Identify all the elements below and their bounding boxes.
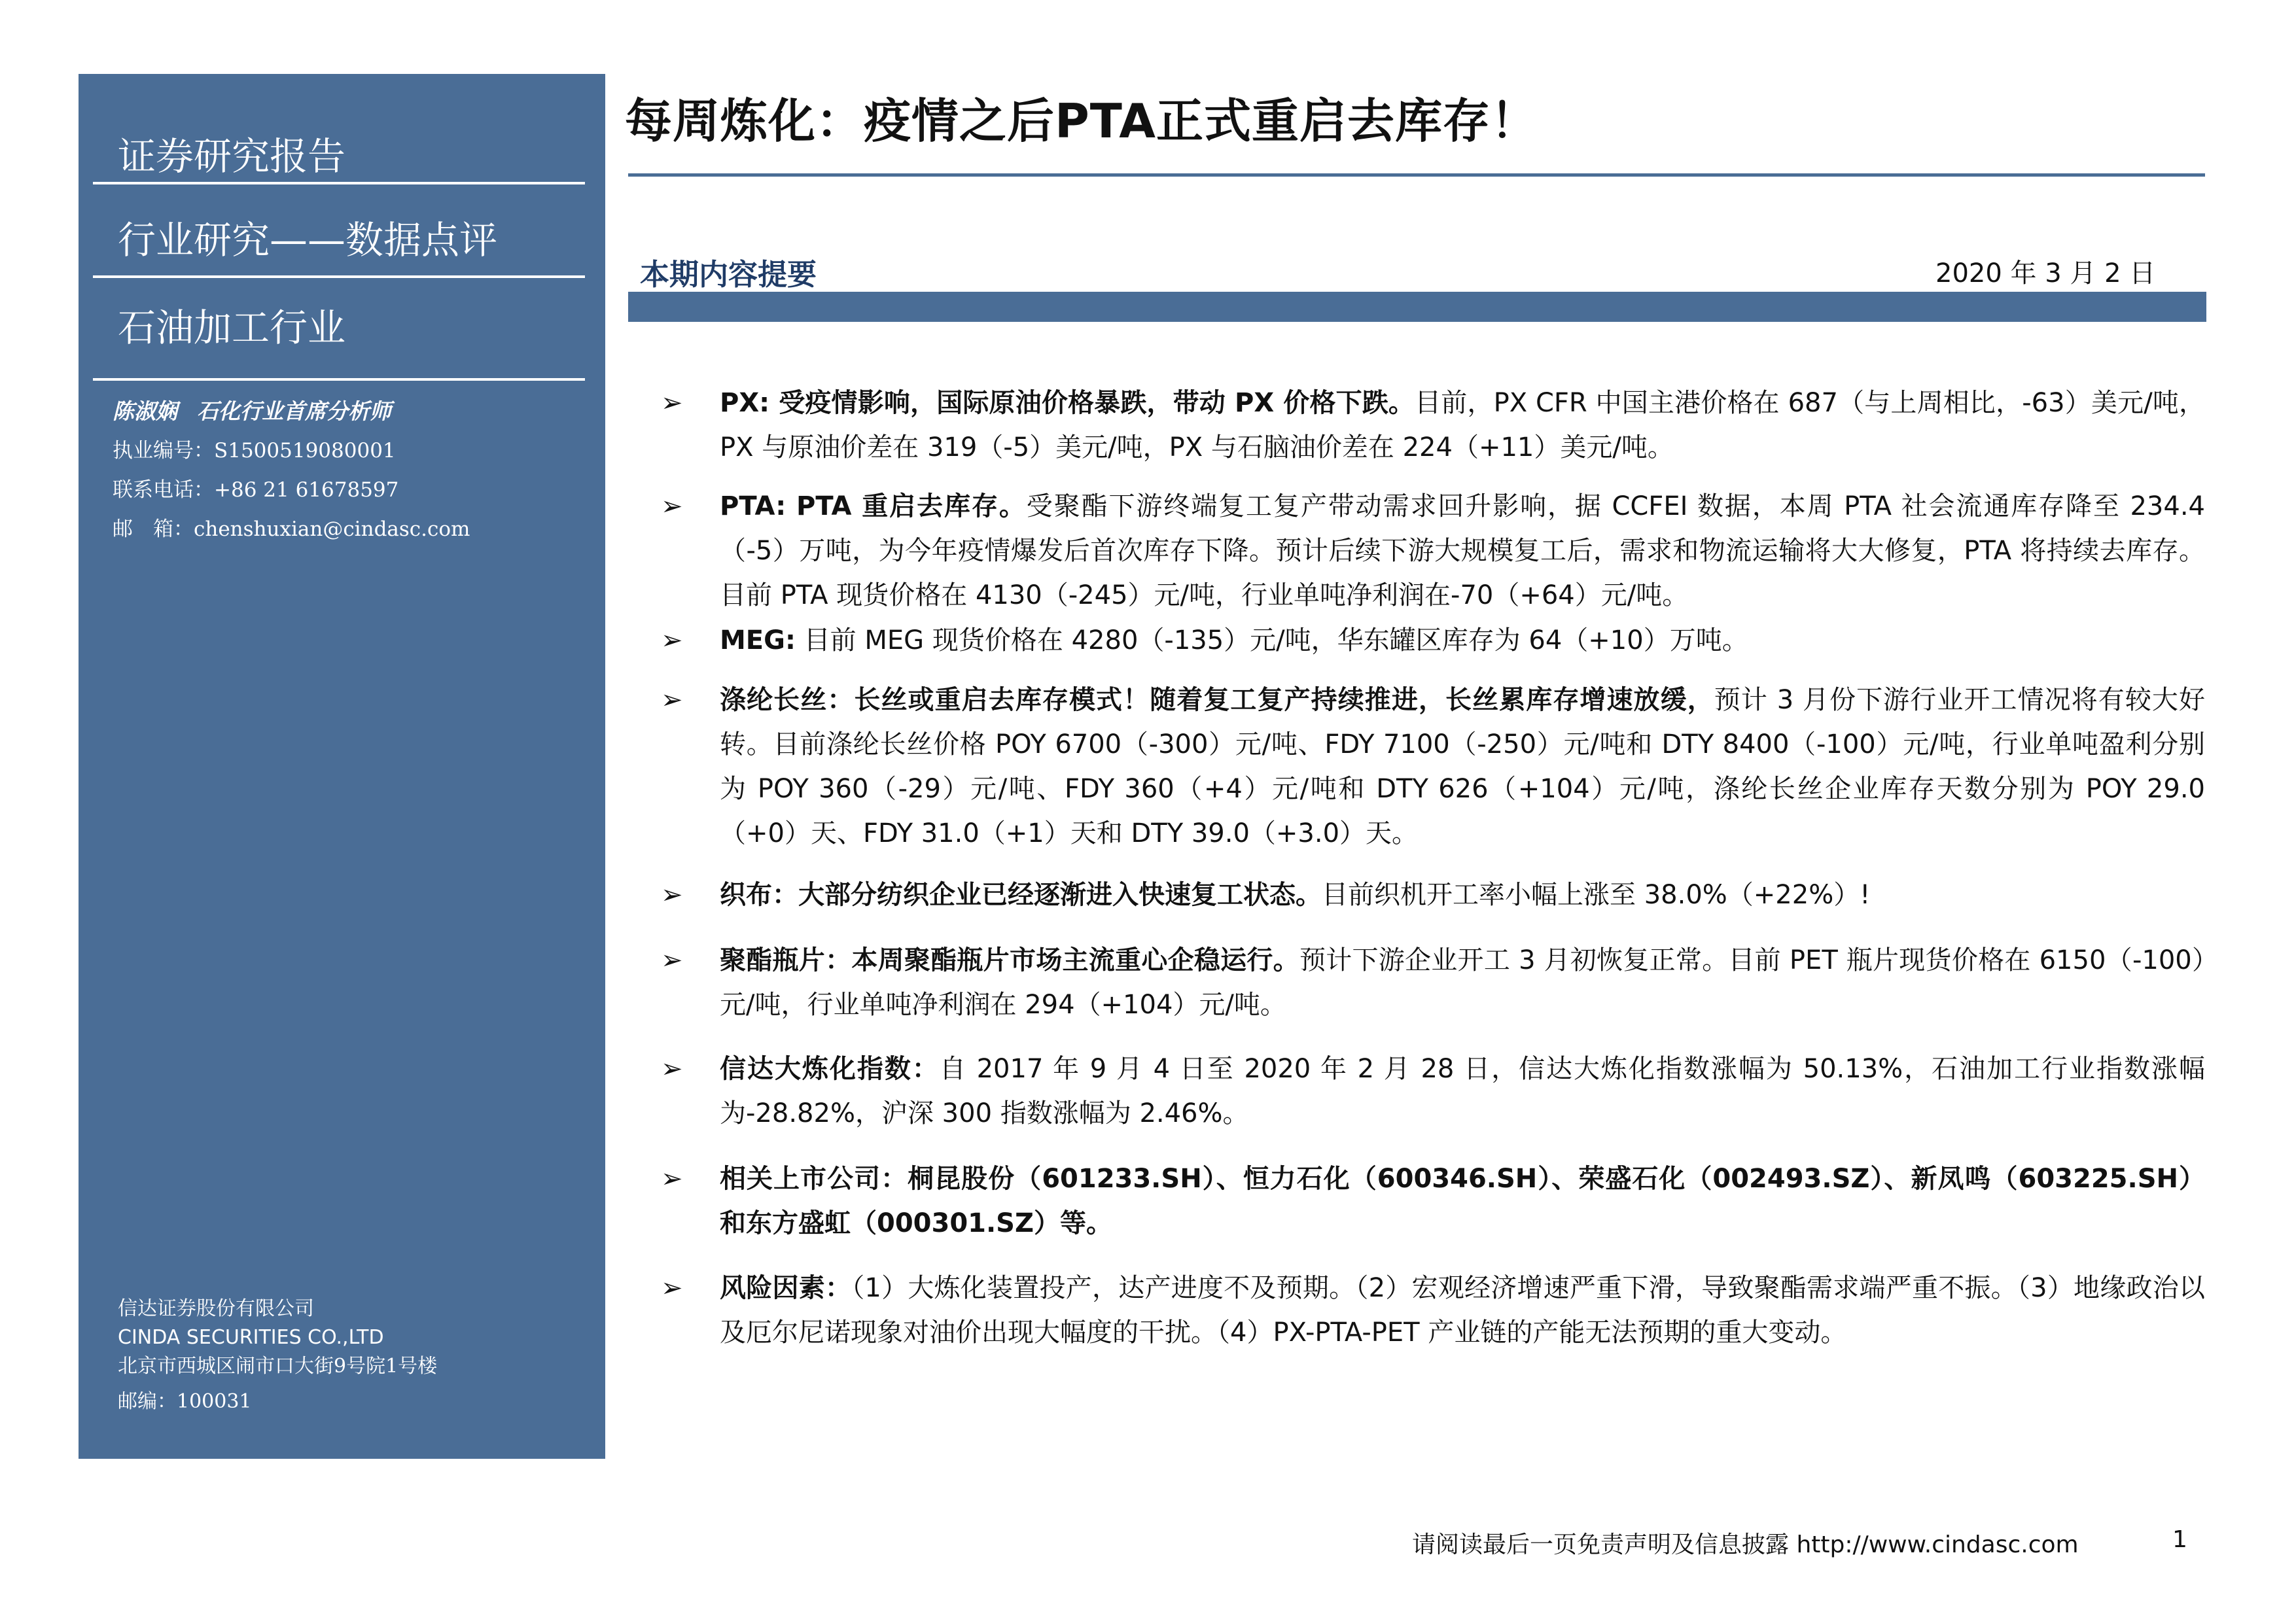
arrow-bullet-icon: ➢ [661,1054,683,1084]
arrow-bullet-icon: ➢ [661,1164,683,1194]
arrow-bullet-icon: ➢ [661,1273,683,1303]
sidebar-divider [93,378,585,381]
analyst-phone: 联系电话：+86 21 61678597 [113,478,399,502]
company-postcode: 邮编：100031 [118,1390,252,1413]
arrow-bullet-icon: ➢ [661,685,683,715]
bullet-body: 预计下游企业开工 3 月初恢复正常。目前 PET 瓶片现货价格在 6150（-100）元/吨，行业单吨净利润在 294（+104）元/吨。 [720,945,2205,1020]
page-title: 每周炼化：疫情之后PTA正式重启去库存！ [625,94,1539,148]
company-address: 北京市西城区闹市口大街9号院1号楼 [118,1355,438,1378]
bullet-heading: MEG: [720,625,796,655]
analyst-title: 石化行业首席分析师 [197,398,391,424]
company-name-en: CINDA SECURITIES CO.,LTD [118,1326,384,1349]
analyst-email: 邮 箱：chenshuxian@cindasc.com [113,517,470,541]
bullet-body: 目前，PX CFR 中国主港价格在 687（与上周相比，-63）美元/吨，PX 与原油价差在 319（-5）美元/吨，PX 与石脑油价差在 224（+11）美元/吨。 [720,388,2205,462]
analyst-name: 陈淑娴 [113,398,177,424]
analyst-line [113,398,391,425]
report-date: 2020 年 3 月 2 日 [1935,258,2156,288]
bullet-heading: 风险因素： [720,1273,852,1303]
footer-disclaimer: 请阅读最后一页免责声明及信息披露 http://www.cindasc.com [1412,1531,2079,1558]
bullet-heading: 相关上市公司：桐昆股份（601233.SH）、恒力石化（600346.SH）、荣盛石化（002493.SZ）、新凤鸣（603225.SH）和东方盛虹（000301.SZ）等。 [720,1164,2205,1238]
bullet-body: 目前织机开工率小幅上涨至 38.0%（+22%）! [1322,880,1871,910]
page-number: 1 [2172,1526,2187,1553]
arrow-bullet-icon: ➢ [661,491,683,521]
title-divider [628,173,2205,177]
bullet-body: 目前 MEG 现货价格在 4280（-135）元/吨，华东罐区库存为 64（+10）万吨。 [795,625,1748,655]
sidebar-divider [93,182,585,184]
bullet-heading: 聚酯瓶片：本周聚酯瓶片市场主流重心企稳运行。 [720,945,1299,975]
analyst-license: 执业编号：S1500519080001 [113,439,396,462]
report-type: 证券研究报告 [118,134,346,179]
bullet-heading: 织布：大部分纺织企业已经逐渐进入快速复工状态。 [720,880,1322,910]
bullet-body: 受聚酯下游终端复工复产带动需求回升影响，据 CCFEI 数据，本周 PTA 社会流通库存降至 234.4（-5）万吨，为今年疫情爆发后首次库存下降。预计后续下游大规模复工后，需求和物流运输将大大修复，PTA 将持续去库存。目前 PTA 现货价格在 4130（-245）元/吨，行业单吨净利润在-70（+64）元/吨。 [720,491,2205,610]
sidebar-panel [79,74,605,1459]
bullet-heading: 涤纶长丝：长丝或重启去库存模式！随着复工复产持续推进，长丝累库存增速放缓， [720,685,1714,715]
bullet-heading: 信达大炼化指数： [720,1054,940,1084]
arrow-bullet-icon: ➢ [661,880,683,910]
summary-band [628,292,2206,322]
arrow-bullet-icon: ➢ [661,945,683,975]
bullet-body: 预计 3 月份下游行业开工情况将有较大好转。目前涤纶长丝价格 POY 6700（-300）元/吨、FDY 7100（-250）元/吨和 DTY 8400（-100）元/吨，行业单吨盈利分别为 POY 360（-29）元/吨、FDY 360（+4）元/吨和 DTY 626（+104）元/吨，涤纶长丝企业库存天数分别为 POY 29.0（+0）天、FDY 31.0（+1）天和 DTY 39.0（+3.0）天。 [720,685,2205,848]
report-category: 行业研究——数据点评 [118,218,498,262]
industry-name: 石油加工行业 [118,305,346,350]
bullet-body: 自 2017 年 9 月 4 日至 2020 年 2 月 28 日，信达大炼化指数涨幅为 50.13%，石油加工行业指数涨幅为-28.82%，沪深 300 指数涨幅为 2.46%。 [720,1054,2206,1128]
company-name-cn: 信达证券股份有限公司 [118,1297,314,1320]
bullet-body: （1）大炼化装置投产，达产进度不及预期。（2）宏观经济增速严重下滑，导致聚酯需求端严重不振。（3）地缘政治以及厄尔尼诺现象对油价出现大幅度的干扰。（4）PX-PTA-PET 产业链的产能无法预期的重大变动。 [720,1273,2205,1348]
bullet-heading: PX: 受疫情影响，国际原油价格暴跌，带动 PX 价格下跌。 [720,388,1415,418]
arrow-bullet-icon: ➢ [661,625,683,655]
sidebar-divider [93,275,585,278]
arrow-bullet-icon: ➢ [661,388,683,418]
bullet-heading: PTA: PTA 重启去库存。 [720,491,1027,521]
summary-label: 本期内容提要 [640,257,817,292]
